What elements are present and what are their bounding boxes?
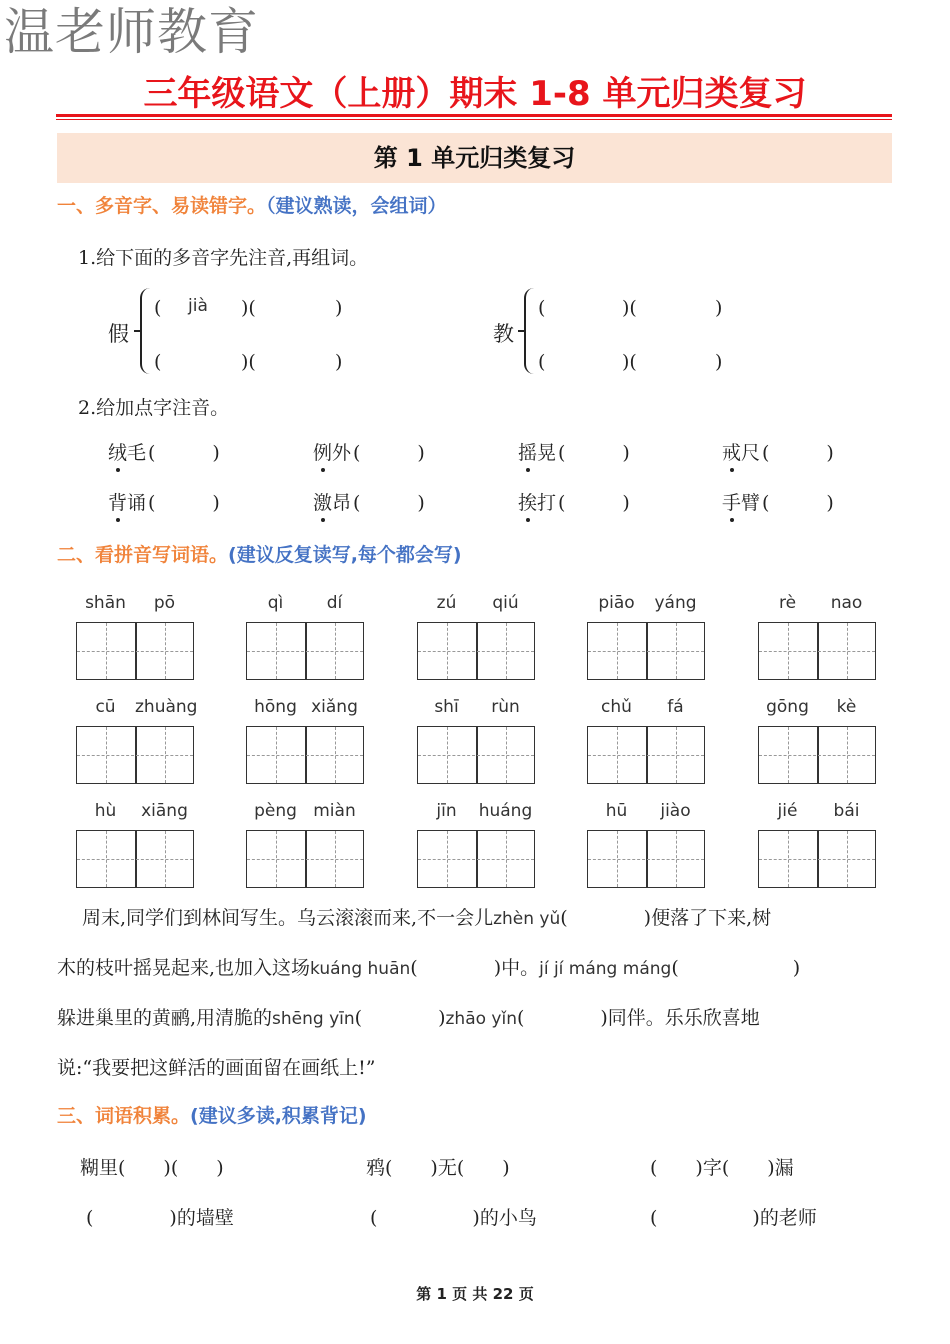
grid-guide-line [788,623,789,679]
pinyin-syllable: chǔ [601,697,632,717]
section1-hint: （建议熟读，会组词） [266,195,447,217]
grid-guide-line [447,623,448,679]
grid-guide-line [617,831,618,887]
grid-guide-line [276,623,277,679]
grid-guide-line [165,623,166,679]
pinyin-syllable: jīn [436,801,457,821]
answer-blank: ( ) [353,442,425,464]
question-2: 2.给加点字注音。 [78,397,230,419]
grid-guide-line [759,755,875,756]
grid-guide-line [588,755,704,756]
pinyin-syllable: zú [436,593,457,613]
polyphone-char-b: 教 [493,322,514,346]
writing-grid-box[interactable] [246,622,364,680]
grid-guide-line [788,831,789,887]
pinyin-syllable: pō [153,593,176,613]
grid-guide-line [847,623,848,679]
grid-guide-line [418,859,534,860]
answer-blank: ( ) [148,442,220,464]
writing-grid-box[interactable] [758,622,876,680]
answer-blank: ( ) [558,442,630,464]
grid-guide-line [106,623,107,679]
dotted-word: 戒尺 [722,442,761,464]
answer-blank: ( ) [148,492,220,514]
idiom-1: 糊里( )( ) [80,1157,224,1179]
grid-guide-line [335,727,336,783]
pinyin-syllable: bái [833,801,860,821]
pinyin-syllable: jié [777,801,798,821]
grid-guide-line [106,727,107,783]
grid-guide-line [847,831,848,887]
writing-grid-box[interactable] [587,622,705,680]
grid-guide-line [247,755,363,756]
grid-guide-line [447,727,448,783]
brace-a-tip [134,330,142,332]
section3-heading [57,1102,367,1130]
dotted-word-item [313,439,425,467]
grid-guide-line [247,859,363,860]
emphasis-dot [321,518,325,522]
writing-grid-box[interactable] [417,830,535,888]
writing-grid-box[interactable] [246,830,364,888]
pinyin-syllable: yáng [654,593,697,613]
dotted-word-item [108,489,220,517]
grid-guide-line [506,623,507,679]
grid-guide-line [588,859,704,860]
writing-grid-box[interactable] [417,726,535,784]
pinyin-example: jià [188,296,208,316]
grid-guide-line [788,727,789,783]
passage-line-2: 木的枝叶摇晃起来,也加入这场kuáng huān( )中。jí jí máng máng( ) [57,957,801,979]
grid-guide-line [759,859,875,860]
grid-guide-line [506,831,507,887]
pinyin-syllable: qì [267,593,284,613]
emphasis-dot [730,468,734,472]
grid-guide-line [588,651,704,652]
section2-title: 二、看拼音写词语。 [57,544,229,566]
passage-line-3: 躲进巢里的黄鹂,用清脆的shēng yīn( )zhāo yǐn( )同伴。乐乐欣喜地 [57,1007,760,1029]
writing-grid-box[interactable] [76,622,194,680]
answer-blank: ( ) [762,492,834,514]
grid-guide-line [617,727,618,783]
dotted-word-item [108,439,220,467]
pinyin-syllable: rùn [491,697,520,717]
writing-grid-box[interactable] [417,622,535,680]
pinyin-syllable: zhuàng [135,697,198,717]
writing-grid-box[interactable] [758,830,876,888]
grid-guide-line [247,651,363,652]
unit-banner: 第 1 单元归类复习 [57,133,892,183]
grid-guide-line [335,831,336,887]
pinyin-syllable: hù [94,801,117,821]
emphasis-dot [526,468,530,472]
pinyin-syllable: huáng [478,801,533,821]
grid-guide-line [418,651,534,652]
grid-guide-line [759,651,875,652]
emphasis-dot [116,518,120,522]
page-footer: 第 1 页 共 22 页 [416,1285,534,1303]
section3-hint: (建议多读,积累背记) [190,1105,367,1127]
polyphone-char-a: 假 [108,322,129,346]
dotted-word: 摇晃 [518,442,557,464]
dotted-word: 手臂 [722,492,761,514]
grid-guide-line [676,831,677,887]
idiom-3: ( )字( )漏 [650,1157,794,1179]
title-rule-thin [56,119,892,120]
section2-heading [57,541,462,569]
pinyin-syllable: fá [667,697,684,717]
pinyin-syllable: shī [434,697,459,717]
pinyin-syllable: nao [830,593,863,613]
grid-guide-line [276,727,277,783]
writing-grid-box[interactable] [587,726,705,784]
pinyin-syllable: dí [326,593,343,613]
grid-guide-line [447,831,448,887]
pinyin-syllable: xiāng [141,801,188,821]
grid-guide-line [276,831,277,887]
grid-guide-line [676,623,677,679]
watermark: 温老师教育 [4,3,259,61]
grid-guide-line [165,727,166,783]
grid-guide-line [165,831,166,887]
answer-blank: ( ) [353,492,425,514]
grid-guide-line [335,623,336,679]
pinyin-syllable: miàn [313,801,356,821]
dotted-word: 绒毛 [108,442,147,464]
emphasis-dot [730,518,734,522]
section3-title: 三、词语积累。 [57,1105,191,1127]
grid-guide-line [77,651,193,652]
dotted-word: 背诵 [108,492,147,514]
grid-guide-line [617,623,618,679]
grid-guide-line [676,727,677,783]
grid-guide-line [418,755,534,756]
phrase-3: ( )的老师 [650,1207,817,1229]
grid-guide-line [106,831,107,887]
pinyin-syllable: jiào [660,801,691,821]
writing-grid-box[interactable] [246,726,364,784]
section1-title: 一、多音字、易读错字。 [57,195,267,217]
question-1: 1.给下面的多音字先注音,再组词。 [78,247,369,269]
dotted-word: 激昂 [313,492,352,514]
passage-line-1: 周末,同学们到林间写生。乌云滚滚而来,不一会儿zhèn yǔ( )便落了下来,树 [82,907,772,929]
pinyin-syllable: shān [85,593,126,613]
dotted-word: 例外 [313,442,352,464]
pinyin-syllable: xiǎng [311,697,358,717]
dotted-word-item [518,439,630,467]
pinyin-syllable: kè [836,697,857,717]
answer-blank: ( ) [762,442,834,464]
pinyin-syllable: qiú [492,593,519,613]
emphasis-dot [526,518,530,522]
writing-grid-box[interactable] [758,726,876,784]
writing-grid-box[interactable] [76,830,194,888]
grid-guide-line [77,859,193,860]
pinyin-syllable: cū [95,697,116,717]
writing-grid-box[interactable] [587,830,705,888]
pinyin-syllable: piāo [598,593,635,613]
answer-blank: ( ) [558,492,630,514]
pinyin-syllable: rè [778,593,797,613]
grid-guide-line [847,727,848,783]
brace-b-tip [518,330,526,332]
pinyin-syllable: hōng [254,697,297,717]
pinyin-syllable: pèng [254,801,297,821]
document-title: 三年级语文（上册）期末 1-8 单元归类复习 [143,74,807,114]
pinyin-syllable: hū [605,801,628,821]
emphasis-dot [116,468,120,472]
title-rule [56,114,892,117]
idiom-2: 鸦( )无( ) [366,1157,510,1179]
phrase-1: ( )的墙壁 [86,1207,234,1229]
writing-grid-box[interactable] [76,726,194,784]
section2-hint: (建议反复读写,每个都会写) [228,544,462,566]
grid-guide-line [506,727,507,783]
grid-guide-line [77,755,193,756]
pinyin-syllable: gōng [766,697,809,717]
passage-line-4: 说:“我要把这鲜活的画面留在画纸上!” [57,1057,376,1079]
dotted-word-item [722,489,834,517]
dotted-word-item [722,439,834,467]
dotted-word: 挨打 [518,492,557,514]
section1-heading [57,192,447,220]
emphasis-dot [321,468,325,472]
phrase-2: ( )的小鸟 [370,1207,537,1229]
dotted-word-item [518,489,630,517]
dotted-word-item [313,489,425,517]
